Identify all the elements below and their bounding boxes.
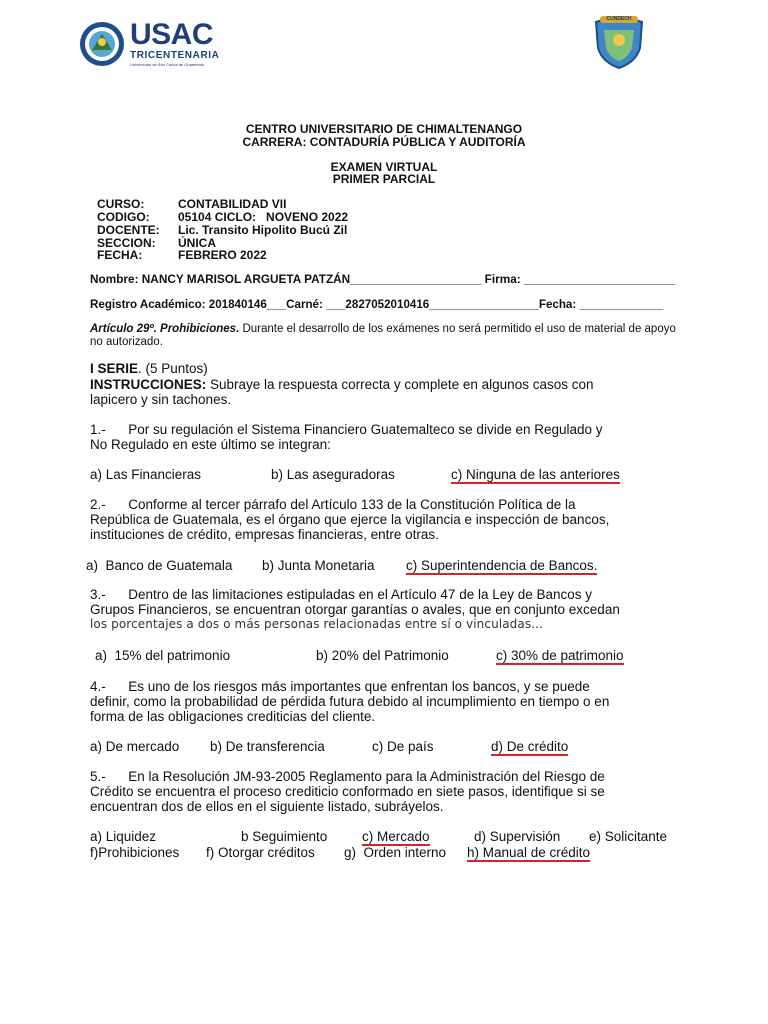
instructions-text-a: Subraye la respuesta correcta y complete en algunos casos con (206, 377, 594, 392)
usac-subtitle: TRICENTENARIA (130, 50, 220, 61)
course-label: CURSO: (97, 197, 145, 211)
header-line-2: CARRERA: CONTADURÍA PÚBLICA Y AUDITORÍA (242, 135, 526, 149)
header-line-3: EXAMEN VIRTUAL (330, 160, 438, 174)
question-1-line-1: 1.- Por su regulación el Sistema Financiero Guatemalteco se divide en Regulado y (90, 422, 603, 437)
question-3 (90, 587, 677, 632)
question-3-line-1: 3.- Dentro de las limitaciones estipuladas en el Artículo 47 de la Ley de Bancos y (90, 587, 593, 602)
serie-title-line (90, 361, 208, 376)
question-4-line-3: forma de las obligaciones crediticias del cliente. (90, 709, 376, 724)
article-title: Artículo 29º. Prohibiciones. (90, 323, 240, 335)
q1-option-c-underlined[interactable]: c) Ninguna de las anteriores (451, 467, 620, 482)
serie-title: I SERIE (90, 361, 139, 376)
q5-option-d[interactable]: d) Supervisión (474, 829, 561, 844)
q5-option-e[interactable]: e) Solicitante (589, 829, 668, 844)
q3-option-c-underlined[interactable]: c) 30% de patrimonio (496, 648, 624, 663)
question-2-line-2: República de Guatemala, es el órgano que ejerce la vigilancia e inspección de bancos, (90, 512, 610, 527)
q4-option-b[interactable]: b) De transferencia (210, 739, 325, 754)
question-3-line-2: Grupos Financieros, se encuentran otorgar garantías o avales, que en conjunto excedan (90, 602, 620, 617)
article-notice (90, 323, 690, 349)
q4-option-d-underlined[interactable]: d) De crédito (491, 739, 569, 754)
question-1-line-2: No Regulado en este último se integran: (90, 437, 331, 452)
q1-option-b[interactable]: b) Las aseguradoras (271, 467, 395, 482)
section-value: ÚNICA (178, 236, 216, 250)
usac-wordmark: USAC (130, 18, 214, 51)
article-text-a: Durante el desarrollo de los exámenes no será permitido el uso de material de apoyo (239, 323, 676, 335)
teacher-label: DOCENTE: (97, 223, 160, 237)
question-2-line-1: 2.- Conforme al tercer párrafo del Artículo 133 de la Constitución Política de la (90, 497, 576, 512)
usac-logo (78, 20, 226, 68)
q5-option-a[interactable]: a) Liquidez (90, 829, 157, 844)
question-4-line-1: 4.- Es uno de los riesgos más importantes que enfrentan los bancos, y se puede (90, 679, 590, 694)
q5-option-h-underlined[interactable]: h) Manual de crédito (467, 845, 591, 860)
q5-option-f1[interactable]: f)Prohibiciones (90, 845, 180, 860)
q3-option-b[interactable]: b) 20% del Patrimonio (316, 648, 449, 663)
question-5-line-2: Crédito se encuentra el proceso crediticio conformado en siete pasos, identifique si se (90, 784, 605, 799)
section-label: SECCION: (97, 236, 156, 250)
q3-option-a[interactable]: a) 15% del patrimonio (95, 648, 231, 663)
question-4-line-2: definir, como la probabilidad de pérdida futura debido al incumplimiento en tiempo o en (90, 694, 610, 709)
code-label: CODIGO: (97, 210, 150, 224)
instructions-label: INSTRUCCIONES: (90, 377, 207, 392)
course-value: CONTABILIDAD VII (178, 197, 287, 211)
cundech-label: CUNDECH (606, 16, 632, 22)
instructions (90, 377, 677, 407)
question-2 (90, 497, 677, 542)
serie-points: . (5 Puntos) (138, 361, 208, 376)
student-registro-line: Registro Académico: 201840146___Carné: ___2827052010416_________________Fecha: _____________ (90, 298, 664, 311)
q5-option-g[interactable]: g) Orden interno (344, 845, 447, 860)
q5-option-f2[interactable]: f) Otorgar créditos (206, 845, 315, 860)
question-2-line-3: instituciones de crédito, empresas financieras, entre otras. (90, 527, 439, 542)
student-name-line: Nombre: NANCY MARISOL ARGUETA PATZÁN____________________ Firma: _______________________ (90, 272, 675, 286)
question-5-line-1: 5.- En la Resolución JM-93-2005 Reglamento para la Administración del Riesgo de (90, 769, 605, 784)
instructions-text-b: lapicero y sin tachones. (90, 392, 232, 407)
question-5 (90, 769, 677, 814)
q2-option-a[interactable]: a) Banco de Guatemala (86, 558, 233, 573)
teacher-value: Lic. Transito Hipolito Bucú Zil (178, 223, 348, 237)
code-value: 05104 CICLO: NOVENO 2022 (178, 210, 349, 224)
header-line-1: CENTRO UNIVERSITARIO DE CHIMALTENANGO (245, 122, 523, 136)
q5-option-b[interactable]: b Seguimiento (241, 829, 328, 844)
article-text-b: no autorizado. (90, 336, 163, 348)
header-line-4: PRIMER PARCIAL (332, 172, 436, 186)
question-3-line-3: los porcentajes a dos o más personas relacionadas entre sí o vinculadas... (90, 617, 543, 631)
q4-option-c[interactable]: c) De país (372, 739, 434, 754)
question-5-line-3: encuentran dos de ellos en el siguiente listado, subráyelos. (90, 799, 444, 814)
q5-option-c-underlined[interactable]: c) Mercado (362, 829, 430, 844)
q4-option-a[interactable]: a) De mercado (90, 739, 180, 754)
question-1 (90, 422, 677, 452)
date-value: FEBRERO 2022 (178, 248, 267, 262)
q2-option-b[interactable]: b) Junta Monetaria (262, 558, 375, 573)
date-label: FECHA: (97, 248, 143, 262)
usac-small-caption: Universidad de San Carlos de Guatemala (130, 62, 204, 67)
q1-option-a[interactable]: a) Las Financieras (90, 467, 202, 482)
q2-option-c-underlined[interactable]: c) Superintendencia de Bancos. (406, 558, 598, 573)
question-4 (90, 679, 677, 724)
usac-seal-icon (78, 20, 126, 68)
cundech-logo (592, 14, 646, 70)
